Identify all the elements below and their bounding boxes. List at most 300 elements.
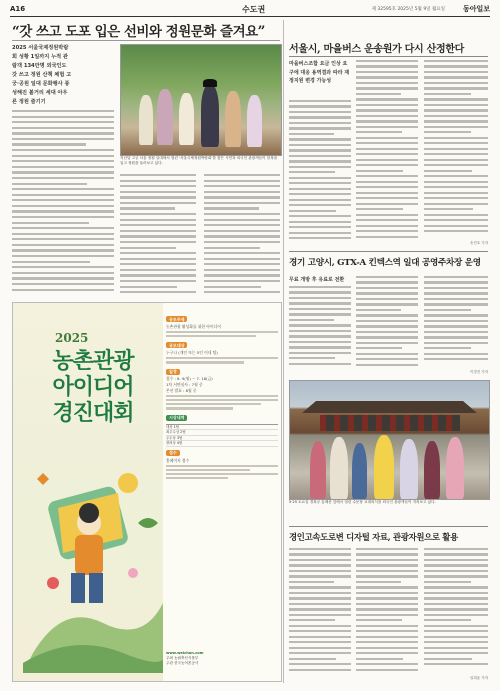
body-text-line (424, 225, 488, 227)
body-text-line (12, 233, 114, 235)
body-text-line (424, 314, 488, 316)
body-text-line (424, 658, 472, 660)
body-text-line (289, 204, 351, 206)
body-text-line (356, 325, 418, 327)
ad-prize-row: 우수상 3팀 (166, 436, 278, 442)
body-text-line (356, 131, 402, 133)
body-text-line (120, 230, 196, 232)
body-text-line (289, 619, 335, 621)
body-text-line (289, 188, 351, 190)
body-text-line (356, 236, 418, 238)
ad-tag-schedule: 일정 (166, 369, 180, 375)
body-text-line (356, 276, 418, 278)
body-text-line (356, 192, 418, 194)
ad-illustration (23, 453, 163, 673)
body-text-line (356, 575, 418, 577)
body-text-line (289, 210, 336, 212)
body-text-line (424, 347, 471, 349)
ad-host: 주최 농림축산식품부 (166, 655, 199, 660)
body-text-line (289, 663, 351, 665)
body-text-line (120, 247, 176, 249)
body-text-line (289, 122, 351, 124)
newspaper-logo: 동아일보 (462, 4, 490, 13)
body-text-line (12, 244, 114, 246)
right-subhead-1: 마을버스조합 요금 인상 요구에 대응 용역결과 따라 재정지원 변경 가능성 (289, 61, 350, 84)
body-text-line (12, 183, 87, 185)
ad-prize-row: 장려상 4팀 (166, 441, 278, 447)
body-text-line (120, 180, 196, 182)
body-text-line (424, 281, 488, 283)
ad-year: 2025 (55, 331, 89, 345)
body-text-line (120, 263, 196, 265)
ad-title (33, 349, 153, 427)
body-text-line (12, 238, 114, 240)
body-text-line (424, 153, 488, 155)
right-body-2c (424, 276, 488, 368)
body-text-line (289, 652, 351, 654)
body-text-line (424, 98, 488, 100)
body-text-line (424, 619, 471, 621)
body-text-line (356, 548, 418, 550)
body-text-line (120, 219, 196, 221)
body-text-line (356, 137, 418, 139)
ad-title-line2: 아이디어 (52, 375, 134, 400)
ad-prize-row: 최우수상 2팀 (166, 430, 278, 436)
byline-3: 임희윤 기자 (469, 676, 488, 680)
ad-tag-purpose: 공모주제 (166, 316, 187, 322)
body-text-line (356, 287, 418, 289)
body-text-line (12, 121, 114, 123)
right-subhead-2: 무료 개방 후 유료로 전환 (289, 277, 345, 283)
body-text-line (289, 144, 351, 146)
masthead-rule (10, 16, 490, 17)
body-text-line (356, 93, 401, 95)
body-text-line (424, 636, 488, 638)
body-text-line (356, 314, 418, 316)
body-text-line (204, 241, 280, 243)
body-text-line (424, 287, 488, 289)
body-text-line (424, 652, 488, 654)
body-text-line (424, 603, 488, 605)
body-text-line (356, 281, 418, 283)
ad-tag-target: 공모대상 (166, 342, 187, 348)
ad-prize-table (166, 424, 278, 447)
body-text-line (204, 224, 280, 226)
body-text-line (289, 608, 351, 610)
body-text-line (120, 252, 196, 254)
body-text-line (424, 331, 488, 333)
right-rule-3 (289, 526, 488, 527)
body-text-line (120, 174, 196, 176)
body-text-line (356, 586, 418, 588)
garden-photo (120, 44, 282, 156)
body-text-line (120, 196, 196, 198)
body-text-line (289, 330, 351, 332)
body-text-line (424, 559, 488, 561)
body-text-line (424, 608, 488, 610)
body-text-line (356, 104, 418, 106)
body-text-line (356, 98, 418, 100)
body-text-line (356, 60, 418, 62)
body-text-line (289, 586, 351, 588)
body-text-line (289, 232, 351, 234)
body-text-line (356, 197, 418, 199)
body-text-line (289, 630, 351, 632)
body-text-line (289, 564, 351, 566)
body-text-line (204, 269, 280, 271)
right-body-1c (424, 60, 488, 240)
ad-title-line3: 경진대회 (52, 401, 134, 426)
body-text-line (289, 291, 351, 293)
column-divider (283, 20, 284, 683)
body-text-line (424, 320, 488, 322)
body-text-line (356, 225, 418, 227)
body-text-line (289, 357, 335, 359)
body-text-line (424, 298, 488, 300)
body-text-line (289, 363, 351, 365)
body-text-line (289, 324, 351, 326)
body-text-line (289, 226, 351, 228)
right-body-3b (356, 548, 418, 680)
body-text-line (356, 181, 418, 183)
ad-title-line1: 농촌관광 (52, 349, 134, 374)
body-text-line (12, 227, 114, 229)
body-text-line (424, 148, 488, 150)
body-text-line (356, 186, 418, 188)
body-text-line (204, 291, 280, 293)
body-text-line (204, 230, 280, 232)
body-text-line (204, 202, 280, 204)
body-text-line (424, 353, 488, 355)
body-text-line (120, 207, 175, 209)
body-text-line (356, 309, 401, 311)
ad-tag-prize: 시상내역 (166, 415, 187, 421)
body-text-line (120, 241, 196, 243)
body-text-line (289, 127, 351, 129)
body-text-line (204, 196, 280, 198)
body-text-line (289, 100, 351, 102)
body-text-line (424, 309, 471, 311)
ad-schedule-1: 접수 : 6. 9(월) ~ 7. 18(금) (166, 376, 213, 382)
body-text-line (356, 320, 418, 322)
body-text-line (289, 570, 351, 572)
body-text-line (12, 255, 114, 257)
body-text-line (424, 325, 488, 327)
body-text-line (356, 553, 418, 555)
body-text-line (289, 160, 351, 162)
body-text-line (204, 207, 259, 209)
ad-schedule-2: 1차 서면심사 : 7월 중 (166, 381, 203, 387)
body-text-line (12, 216, 114, 218)
body-text-line (424, 65, 488, 67)
body-text-line (424, 159, 488, 161)
body-text-line (12, 127, 114, 129)
body-text-line (289, 625, 351, 627)
body-text-line (424, 647, 488, 649)
body-text-line (12, 249, 114, 251)
right-body-1b (356, 60, 418, 246)
body-text-line (204, 280, 280, 282)
body-text-line (424, 292, 488, 294)
body-text-line (356, 564, 418, 566)
body-text-line (204, 286, 261, 288)
byline-1: 송진호 기자 (469, 241, 488, 245)
body-text-line (12, 261, 90, 263)
right-headline-2: 경기 고양시, GTX-A 킨텍스역 일대 공영주차장 운영 (289, 258, 481, 268)
ad-footer (166, 651, 276, 675)
body-text-line (289, 111, 351, 113)
body-text-line (424, 192, 488, 194)
body-text-line (12, 166, 114, 168)
body-text-line (356, 603, 418, 605)
ad-target-text: 누구나 (개인 또는 5인 이내 팀) (166, 349, 218, 355)
body-text-line (424, 586, 488, 588)
body-text-line (356, 109, 418, 111)
body-text-line (12, 205, 114, 207)
body-text-line (424, 214, 488, 216)
body-text-line (424, 570, 488, 572)
body-text-line (356, 625, 418, 627)
body-text-line (356, 353, 418, 355)
body-text-line (424, 126, 488, 128)
body-text-line (289, 182, 351, 184)
body-text-line (356, 647, 418, 649)
body-text-line (356, 630, 418, 632)
body-text-line (356, 208, 403, 210)
body-text-line (289, 177, 351, 179)
body-text-line (424, 203, 488, 205)
body-text-line (12, 272, 114, 274)
body-text-line (289, 308, 351, 310)
right-headline-3: 경인고속도로변 디자털 자료, 관광자원으로 활용 (289, 532, 458, 542)
masthead (10, 4, 490, 16)
body-text-line (12, 110, 114, 112)
body-text-line (356, 581, 401, 583)
body-text-line (356, 331, 418, 333)
body-text-line (356, 303, 418, 305)
ad-url: www.welchon.com (166, 651, 204, 655)
body-text-line (424, 137, 488, 139)
body-text-line (424, 186, 488, 188)
body-text-line (424, 581, 471, 583)
body-text-line (424, 564, 488, 566)
body-text-line (356, 142, 418, 144)
body-text-line (424, 164, 488, 166)
body-text-line (356, 619, 402, 621)
body-text-line (204, 191, 280, 193)
body-text-line (424, 575, 488, 577)
body-text-line (289, 636, 351, 638)
body-text-line (424, 553, 488, 555)
body-text-line (356, 298, 418, 300)
body-text-line (289, 597, 351, 599)
body-text-line (120, 269, 196, 271)
body-text-line (356, 652, 418, 654)
body-text-line (12, 289, 114, 291)
body-text-line (356, 203, 418, 205)
left-body-col4 (204, 174, 280, 298)
right-body-1a (289, 100, 351, 246)
body-text-line (289, 581, 334, 583)
body-text-line (424, 358, 488, 360)
body-text-line (204, 174, 280, 176)
body-text-line (120, 280, 196, 282)
body-text-line (120, 185, 196, 187)
body-text-line (356, 76, 418, 78)
body-text-line (356, 614, 418, 616)
body-text-line (424, 219, 488, 221)
body-text-line (424, 175, 488, 177)
body-text-line (356, 148, 418, 150)
body-text-line (120, 224, 196, 226)
body-text-line (289, 297, 351, 299)
body-text-line (12, 283, 114, 285)
body-text-line (289, 166, 351, 168)
body-text-line (12, 194, 114, 196)
ad-title-panel (13, 303, 163, 681)
body-text-line (424, 109, 488, 111)
body-text-line (356, 342, 418, 344)
body-text-line (356, 364, 418, 366)
body-text-line (356, 82, 418, 84)
body-text-line (424, 104, 488, 106)
body-text-line (289, 221, 351, 223)
body-text-line (424, 76, 488, 78)
body-text-line (289, 237, 351, 239)
body-text-line (120, 213, 196, 215)
body-text-line (204, 247, 260, 249)
body-text-line (356, 347, 402, 349)
body-text-line (204, 213, 280, 215)
body-text-line (289, 548, 351, 550)
body-text-line (424, 625, 488, 627)
photo2-caption: 5·25 토요일 경복궁 흥례문 앞에서 열린 수문장 교대의식을 외국인 관광객들이 지켜보고 있다. (289, 500, 436, 504)
body-text-line (12, 116, 114, 118)
body-text-line (356, 570, 418, 572)
body-text-line (12, 155, 114, 157)
body-text-line (356, 358, 418, 360)
body-text-line (424, 597, 488, 599)
body-text-line (120, 202, 196, 204)
body-text-line (356, 669, 418, 671)
body-text-line (289, 138, 351, 140)
body-text-line (289, 319, 334, 321)
body-text-line (356, 658, 403, 660)
body-text-line (12, 188, 114, 190)
issue-info: 제 32595호 2025년 5월 9일 월요일 (371, 7, 445, 12)
body-text-line (356, 115, 418, 117)
ad-organizer: 주관 한국농어촌공사 (166, 660, 199, 665)
body-text-line (356, 663, 418, 665)
body-text-line (204, 274, 280, 276)
body-text-line (289, 133, 334, 135)
body-text-line (424, 336, 488, 338)
body-text-line (356, 597, 418, 599)
body-text-line (424, 170, 472, 172)
body-text-line (289, 335, 351, 337)
body-text-line (289, 286, 351, 288)
body-text-line (356, 175, 418, 177)
section-title: 수도권 (242, 5, 266, 14)
body-text-line (356, 336, 418, 338)
body-text-line (289, 155, 351, 157)
body-text-line (356, 170, 403, 172)
body-text-line (120, 286, 177, 288)
photo1-caption: 지난달 고궁 서울 정원 일대에서 열린 ‘서울국제정원박람회’를 찾은 시민과 외국인 관광객들이 한복을 입고 정원을 둘러보고 있다. (120, 156, 278, 165)
body-text-line (289, 193, 351, 195)
body-text-line (424, 342, 488, 344)
body-text-line (204, 252, 280, 254)
body-text-line (12, 277, 114, 279)
body-text-line (424, 71, 488, 73)
ad-purpose-text: 농촌관광 활성화를 위한 아이디어 (166, 323, 221, 329)
body-text-line (424, 303, 488, 305)
body-text-line (204, 219, 280, 221)
body-text-line (356, 592, 418, 594)
body-text-line (356, 153, 418, 155)
body-text-line (289, 575, 351, 577)
body-text-line (120, 274, 196, 276)
body-text-line (12, 149, 114, 151)
ad-apply-text: 홈페이지 접수 (166, 457, 190, 463)
body-text-line (424, 82, 488, 84)
body-text-line (424, 115, 488, 117)
body-text-line (424, 614, 488, 616)
body-text-line (204, 185, 280, 187)
body-text-line (12, 160, 114, 162)
body-text-line (289, 116, 351, 118)
body-text-line (289, 592, 351, 594)
body-text-line (356, 214, 418, 216)
body-text-line (289, 641, 351, 643)
body-text-line (424, 131, 471, 133)
body-text-line (356, 292, 418, 294)
body-text-line (424, 120, 488, 122)
body-text-line (289, 215, 351, 217)
body-text-line (204, 258, 280, 260)
body-text-line (12, 171, 114, 173)
right-headline-1: 서울시, 마을버스 운송원가 다시 산정한다 (289, 44, 465, 55)
body-text-line (12, 222, 89, 224)
body-text-line (289, 105, 351, 107)
right-body-2a (289, 286, 351, 374)
body-text-line (424, 93, 471, 95)
body-text-line (12, 138, 114, 140)
body-text-line (120, 258, 196, 260)
body-text-line (356, 87, 418, 89)
body-text-line (356, 120, 418, 122)
left-body-col1 (12, 110, 114, 298)
body-text-line (204, 263, 280, 265)
body-text-line (12, 266, 114, 268)
right-rule-1 (289, 56, 488, 57)
body-text-line (424, 630, 488, 632)
body-text-line (12, 177, 114, 179)
body-text-line (356, 219, 418, 221)
page-number: A16 (10, 5, 26, 13)
body-text-line (289, 199, 351, 201)
body-text-line (289, 313, 351, 315)
right-body-2b (356, 276, 418, 374)
body-text-line (424, 87, 488, 89)
ad-prize-row: 대상 1팀 (166, 425, 278, 431)
body-text-line (424, 181, 488, 183)
body-text-line (356, 636, 418, 638)
body-text-line (289, 669, 351, 671)
body-text-line (424, 641, 488, 643)
body-text-line (424, 230, 488, 232)
body-text-line (289, 341, 351, 343)
